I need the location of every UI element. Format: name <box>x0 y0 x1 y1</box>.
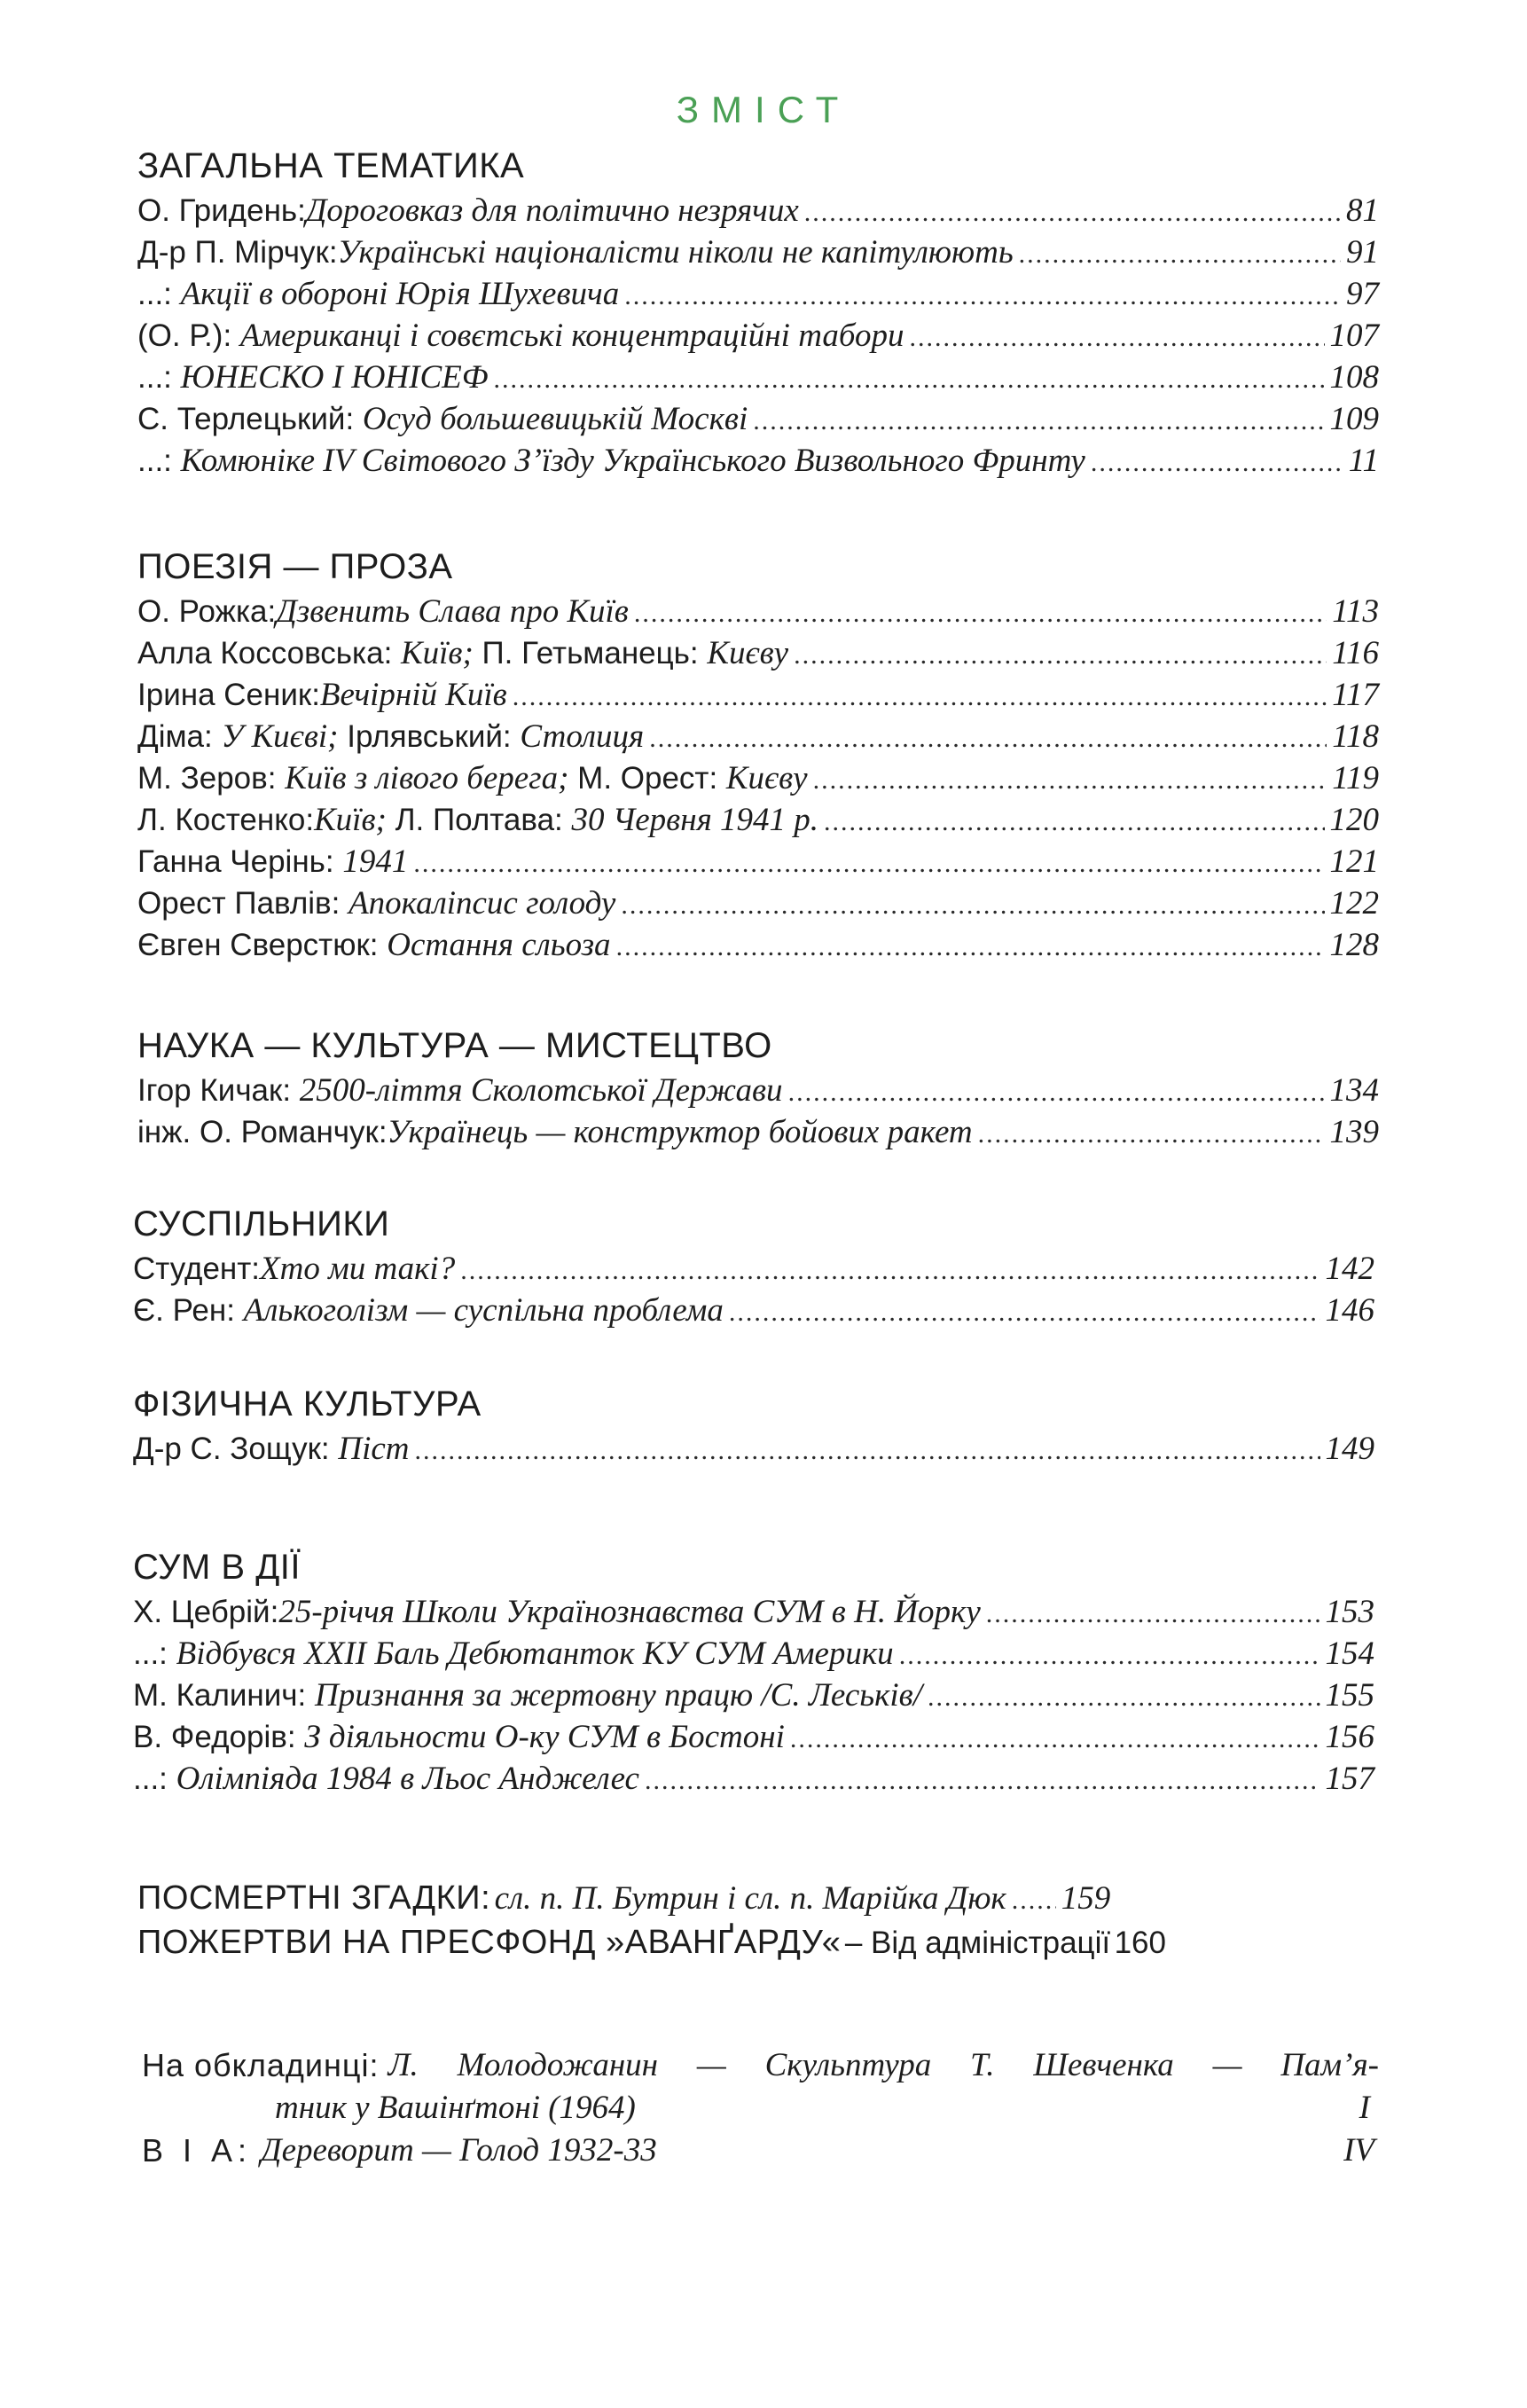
toc-entry[interactable] <box>137 674 1379 716</box>
toc-entry[interactable] <box>137 1111 1379 1153</box>
toc-entry[interactable] <box>137 398 1379 440</box>
entry-title: Признання за жертовну працю /С. Леськів/ <box>315 1677 923 1714</box>
entry-author: Орест Павлів: <box>137 886 341 921</box>
entry-page: 139 <box>1329 1114 1379 1150</box>
entry-author: Х. Цебрій: <box>133 1595 279 1629</box>
entry-title: Київ; <box>401 635 474 671</box>
dot-leader <box>1091 442 1343 483</box>
section-science-culture-art <box>137 1022 1379 1153</box>
entry-author: Ірина Сеник: <box>137 678 320 712</box>
entry-title: Українські націоналісти ніколи не капітулюють <box>337 234 1014 271</box>
cover-front-label: На обкладинці: <box>142 2047 380 2083</box>
final-entries <box>137 1876 1379 1965</box>
dot-leader <box>910 317 1325 358</box>
section-title: СУМ В ДІЇ <box>133 1548 301 1587</box>
entry-title: Київ; <box>314 802 387 838</box>
entry-page: 118 <box>1332 718 1379 755</box>
dot-leader <box>899 1635 1320 1676</box>
toc-entry[interactable] <box>137 231 1379 273</box>
dot-leader <box>493 358 1324 400</box>
entry-page: 128 <box>1329 927 1379 963</box>
entry-page: 108 <box>1329 359 1379 396</box>
toc-entry[interactable] <box>133 1428 1374 1470</box>
dot-leader <box>415 1430 1320 1471</box>
entry-page: 146 <box>1325 1292 1374 1329</box>
entry-title: Комюніке IV Світового З’їзду Українського Визвольного Фринту <box>180 443 1085 479</box>
entry-page: 156 <box>1325 1719 1374 1755</box>
entry-author: М. Зеров: <box>137 761 277 796</box>
dot-leader <box>513 676 1327 718</box>
dot-leader <box>986 1593 1320 1635</box>
obituaries-page: 159 <box>1061 1880 1111 1917</box>
entry-title: Українець — конструктор бойових ракет <box>387 1114 973 1150</box>
entry-author: В. Федорів: <box>133 1720 296 1754</box>
section-title: ФІЗИЧНА КУЛЬТУРА <box>133 1384 482 1424</box>
entry-title: Дороговказ для політично незрячих <box>305 192 799 229</box>
toc-entry[interactable] <box>137 315 1379 357</box>
section-sum-in-action <box>133 1543 1374 1800</box>
toc-entry[interactable] <box>137 591 1379 632</box>
entry-author: Алла Коссовська: <box>137 636 393 671</box>
entry-title: Дзвенить Слава про Київ <box>276 593 629 630</box>
obituaries-title: сл. п. П. Бутрин і сл. п. Марійка Дюк <box>494 1880 1006 1917</box>
toc-entry[interactable] <box>133 1758 1374 1800</box>
entry-title: Хто ми такі? <box>260 1251 456 1287</box>
entry-title: Американці і совєтські концентраційні табори <box>239 318 904 354</box>
entry-title: Алькоголізм — суспільна проблема <box>243 1292 724 1329</box>
entry-page: 155 <box>1325 1677 1374 1714</box>
entry-page: 81 <box>1346 192 1379 229</box>
donations-text: – Від адміністрації <box>844 1926 1111 1960</box>
entry-author: Студент: <box>133 1251 261 1286</box>
entry-title: Піст <box>338 1431 410 1467</box>
cover-front-line <box>142 2044 1379 2087</box>
entry-page: 122 <box>1329 885 1379 922</box>
toc-entry[interactable] <box>133 1675 1374 1716</box>
toc-entry[interactable] <box>133 1290 1374 1331</box>
cover-back-line <box>142 2130 1379 2172</box>
dot-leader <box>621 884 1324 926</box>
section-title: ПОЕЗІЯ — ПРОЗА <box>137 547 453 586</box>
donations-label: ПОЖЕРТВИ НА ПРЕСФОНД »АВАНҐАРДУ« <box>137 1924 842 1961</box>
section-title: НАУКА — КУЛЬТУРА — МИСТЕЦТВО <box>137 1026 772 1065</box>
page-title: ЗМІСТ <box>676 89 851 130</box>
entry-page: 157 <box>1325 1761 1374 1797</box>
entry-author: Є. Рен: <box>133 1293 235 1328</box>
entry-page: 120 <box>1329 802 1379 838</box>
dot-leader <box>1019 233 1341 275</box>
entry-author-2: П. Гетьманець: <box>482 636 699 671</box>
toc-entry[interactable] <box>137 882 1379 924</box>
toc-entry[interactable] <box>137 841 1379 882</box>
entry-title-2: Києву <box>707 635 789 671</box>
entry-title: 25-річчя Школи Українознавства СУМ в Н. Йорку <box>278 1594 981 1630</box>
entry-author: Діма: <box>137 719 213 754</box>
cover-back-text: Дереворит — Голод 1932-33 <box>261 2132 657 2169</box>
entry-title: 2500-ліття Сколотської Держави <box>299 1072 783 1109</box>
section-general-topics <box>137 142 1379 482</box>
cover-front-page: I <box>1359 2090 1370 2126</box>
dot-leader <box>649 718 1327 759</box>
entry-author: Л. Костенко: <box>137 803 315 837</box>
entry-author: О. Гридень: <box>137 193 306 228</box>
entry-page: 97 <box>1346 276 1379 312</box>
entry-author: Євген Сверстюк: <box>137 928 379 962</box>
entry-page: 121 <box>1329 843 1379 880</box>
toc-entry[interactable] <box>137 799 1379 841</box>
entry-title: 1941 <box>342 843 409 880</box>
toc-entry[interactable] <box>137 440 1379 482</box>
entry-title: Акції в обороні Юрія Шухевича <box>180 276 620 312</box>
toc-entry[interactable] <box>133 1716 1374 1758</box>
dot-leader <box>804 192 1341 233</box>
entry-title-2: 30 Червня 1941 р. <box>571 802 819 838</box>
entry-title: Осуд большевицькій Москві <box>362 401 748 437</box>
dot-leader <box>928 1676 1319 1718</box>
entry-author: Ганна Черінь: <box>137 844 334 879</box>
entry-author-2: Ірлявський: <box>347 719 512 754</box>
dot-leader <box>624 275 1341 317</box>
entry-title: Вечірній Київ <box>319 677 507 713</box>
entry-page: 154 <box>1325 1635 1374 1672</box>
entry-author: Д-р С. Зощук: <box>133 1431 330 1466</box>
entry-author: ...: <box>133 1636 168 1671</box>
dot-leader <box>753 400 1324 442</box>
entry-author: ...: <box>137 443 172 478</box>
entry-author: Ігор Кичак: <box>137 1073 292 1108</box>
dot-leader <box>978 1113 1325 1155</box>
entry-author: (О. Р.): <box>137 318 232 353</box>
toc-entry[interactable] <box>133 1591 1374 1633</box>
entry-page: 153 <box>1325 1594 1374 1630</box>
obituaries-label: ПОСМЕРТНІ ЗГАДКИ: <box>137 1879 491 1917</box>
entry-page: 117 <box>1332 677 1379 713</box>
dot-leader <box>729 1291 1320 1333</box>
entry-page: 134 <box>1329 1072 1379 1109</box>
cover-back-page: IV <box>1343 2132 1374 2169</box>
dot-leader <box>634 592 1327 634</box>
entry-author: О. Рожка: <box>137 594 277 629</box>
entry-title-2: Столиця <box>520 718 645 755</box>
toc-entry[interactable] <box>137 273 1379 315</box>
dot-leader <box>824 801 1324 843</box>
entry-title: З діяльности О-ку СУМ в Бостоні <box>304 1719 785 1755</box>
toc-entry[interactable] <box>137 357 1379 398</box>
entry-page: 113 <box>1332 593 1379 630</box>
entry-title: Олімпіяда 1984 в Льос Анджелес <box>176 1761 639 1797</box>
dot-leader <box>1012 1879 1056 1923</box>
entry-page: 11 <box>1348 443 1379 479</box>
entry-author: М. Калинич: <box>133 1678 307 1713</box>
entry-page: 91 <box>1346 234 1379 271</box>
dot-leader <box>460 1250 1319 1291</box>
entry-author-2: Л. Полтава: <box>395 803 563 837</box>
entry-page: 109 <box>1329 401 1379 437</box>
entry-title: Відбувся XXII Баль Дебютанток КУ СУМ Америки <box>176 1635 894 1672</box>
entry-author: ...: <box>133 1761 168 1796</box>
toc-entry[interactable] <box>137 1070 1379 1111</box>
cover-info <box>142 2044 1379 2172</box>
toc-entry[interactable] <box>137 190 1379 231</box>
entry-author: С. Терлецький: <box>137 402 355 436</box>
obituaries-entry[interactable] <box>137 1876 1379 1920</box>
cover-front-text: Л. Молодожанин — Скульптура Т. Шевченка — Пам’я- <box>388 2047 1379 2083</box>
entry-title: Остання сльоза <box>387 927 611 963</box>
entry-author: інж. О. Романчук: <box>137 1115 388 1149</box>
section-physical-culture <box>133 1380 1374 1470</box>
dot-leader <box>794 634 1327 676</box>
dot-leader <box>813 759 1327 801</box>
dot-leader <box>413 843 1324 884</box>
section-title: СУСПІЛЬНИКИ <box>133 1204 390 1243</box>
toc-entry[interactable] <box>137 924 1379 966</box>
section-social <box>133 1200 1374 1331</box>
entry-author: ...: <box>137 277 172 311</box>
section-title: ЗАГАЛЬНА ТЕМАТИКА <box>137 146 525 185</box>
donations-entry[interactable] <box>137 1920 1379 1965</box>
section-poetry-prose <box>137 543 1379 966</box>
toc-entry[interactable] <box>137 632 1379 674</box>
entry-title: ЮНЕСКО І ЮНІСЕФ <box>180 359 489 396</box>
entry-title-2: Києву <box>725 760 808 796</box>
dot-leader <box>788 1071 1325 1113</box>
entry-page: 116 <box>1332 635 1379 671</box>
entry-title: Апокаліпсис голоду <box>348 885 616 922</box>
entry-title: Київ з лівого берега; <box>285 760 569 796</box>
dot-leader <box>616 926 1325 968</box>
toc-entry[interactable] <box>137 757 1379 799</box>
entry-page: 107 <box>1329 318 1379 354</box>
entry-author: ...: <box>137 360 172 395</box>
cover-front-line-2 <box>142 2087 1379 2130</box>
toc-entry[interactable] <box>133 1248 1374 1290</box>
toc-entry[interactable] <box>133 1633 1374 1675</box>
toc-entry[interactable] <box>137 716 1379 757</box>
dot-leader <box>790 1718 1320 1760</box>
cover-front-text-2: тник у Вашінґтоні (1964) <box>275 2090 636 2126</box>
entry-page: 119 <box>1332 760 1379 796</box>
entry-page: 149 <box>1325 1431 1374 1467</box>
dot-leader <box>645 1760 1320 1801</box>
entry-author: Д-р П. Мірчук: <box>137 235 338 270</box>
donations-page: 160 <box>1114 1926 1166 1960</box>
entry-title: У Києві; <box>221 718 339 755</box>
entry-author-2: М. Орест: <box>577 761 718 796</box>
entry-page: 142 <box>1325 1251 1374 1287</box>
cover-back-label: В І А: <box>142 2132 253 2169</box>
